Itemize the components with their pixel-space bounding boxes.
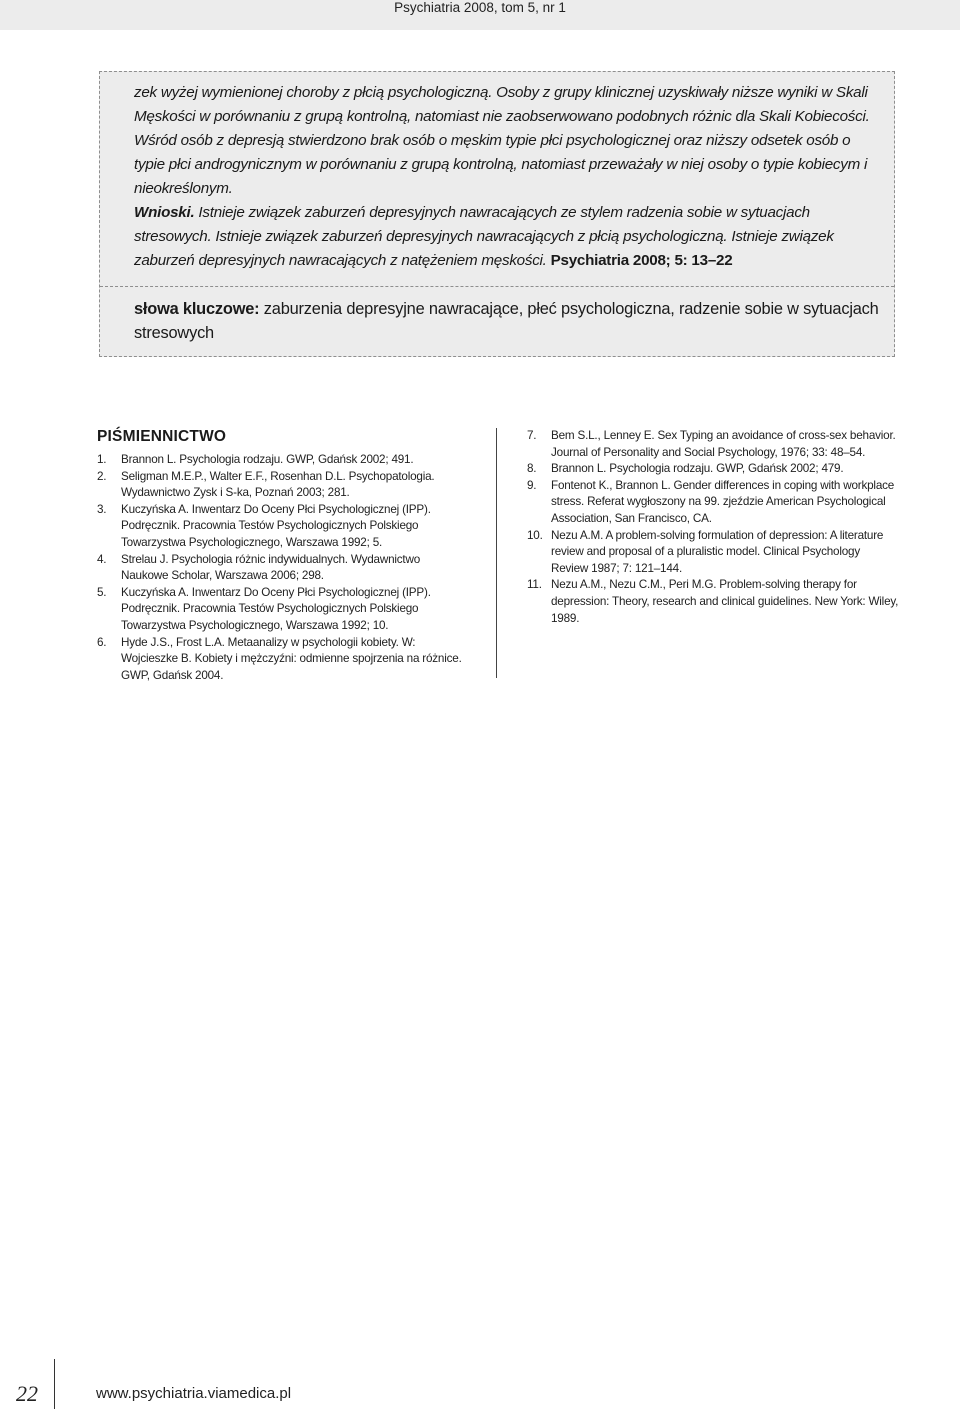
abstract-box [99,71,895,357]
reference-item [97,635,467,685]
reference-text: Kuczyńska A. Inwentarz Do Oceny Płci Psychologicznej (IPP). Podręcznik. Pracownia Testów Psychologicznych Polskiego Towarzystwa Psychologicznego, Warszawa 1992; 10. [121,585,431,632]
journal-issue-title: Psychiatria 2008, tom 5, nr 1 [394,0,566,15]
reference-item [97,585,467,635]
reference-item [527,528,899,578]
column-divider [496,428,497,678]
reference-item [97,469,467,502]
reference-text: Nezu A.M. A problem-solving formulation of depression: A literature review and proposal of a pluralistic model. Clinical Psychology Review 1987; 7: 121–144. [551,528,884,575]
references-heading: PIŚMIENNICTWO [97,428,227,445]
abstract-divider [100,286,894,287]
reference-number: 5. [97,585,107,599]
journal-url-link[interactable]: www.psychiatria.viamedica.pl [96,1385,292,1402]
keywords-block [134,297,884,345]
reference-text: Seligman M.E.P., Walter E.F., Rosenhan D.L. Psychopatologia. Wydawnictwo Zysk i S-ka, Poznań 2003; 281. [121,469,435,500]
reference-number: 9. [527,478,537,492]
references-list-right [527,428,899,627]
abstract-body [134,81,884,273]
conclusions-text: Istnieje związek zaburzeń depresyjnych nawracających ze stylem radzenia sobie w sytuacjach stresowych. Istnieje związek zaburzeń depresyjnych nawracających z płcią psychologiczną. Istnieje związek zaburzeń depresyjnych nawracających z natężeniem męskości. [134,204,834,269]
reference-number: 11. [527,578,542,592]
reference-number: 4. [97,552,107,566]
reference-item [527,428,899,461]
reference-text: Brannon L. Psychologia rodzaju. GWP, Gdańsk 2002; 479. [551,462,844,476]
reference-item [97,452,467,469]
reference-text: Brannon L. Psychologia rodzaju. GWP, Gdańsk 2002; 491. [121,453,414,466]
keywords-label: słowa kluczowe: [134,300,260,318]
reference-text: Fontenot K., Brannon L. Gender differences in coping with workplace stress. Referat wygłoszony na 99. zjeździe American Psychological Association, San Francisco, CA. [551,478,895,525]
reference-item [527,577,899,627]
reference-number: 3. [97,502,107,516]
running-header [0,0,960,30]
reference-number: 1. [97,453,107,466]
abstract-citation: Psychiatria 2008; 5: 13–22 [550,252,733,269]
conclusions-label: Wnioski. [134,204,195,221]
reference-item [97,552,467,585]
reference-text: Hyde J.S., Frost L.A. Metaanalizy w psychologii kobiety. W: Wojcieszke B. Kobiety i mężczyźni: odmienne spojrzenia na różnice. GWP, Gdańsk 2004. [121,635,462,682]
reference-number: 6. [97,635,107,649]
reference-item [527,461,899,478]
reference-text: Nezu A.M., Nezu C.M., Peri M.G. Problem-solving therapy for depression: Theory, research and clinical guidelines. New York: Wiley, 1989. [551,578,899,625]
page-number: 22 [16,1381,38,1406]
reference-number: 7. [527,429,537,442]
reference-text: Bem S.L., Lenney E. Sex Typing an avoidance of cross-sex behavior. Journal of Personality and Social Psychology, 1976; 33: 48–54. [551,429,896,459]
reference-number: 10. [527,528,543,542]
abstract-conclusions [134,201,884,273]
abstract-results-text: zek wyżej wymienionej choroby z płcią psychologiczną. Osoby z grupy klinicznej uzyskiwały niższe wyniki w Skali Męskości w porównaniu z grupą kontrolną, natomiast nie zaobserwowano podobnych różnic dla Skali Kobiecości. Wśród osób z depresją stwierdzono brak osób o męskim typie płci psychologicznej oraz niższy odsetek osób o typie płci androgynicznym w porównaniu z grupą kontrolną, natomiast przeważały w niej osoby o typie kobiecym i nieokreślonym. [134,84,870,197]
footer-divider [54,1359,55,1409]
reference-item [97,502,467,552]
reference-text: Kuczyńska A. Inwentarz Do Oceny Płci Psychologicznej (IPP). Podręcznik. Pracownia Testów Psychologicznych Polskiego Towarzystwa Psychologicznego, Warszawa 1992; 5. [121,502,431,549]
reference-number: 2. [97,469,107,483]
reference-item [527,478,899,528]
references-list-left [97,452,467,684]
keywords-text: zaburzenia depresyjne nawracające, płeć psychologiczna, radzenie sobie w sytuacjach stresowych [134,300,879,342]
reference-number: 8. [527,462,537,476]
reference-text: Strelau J. Psychologia różnic indywidualnych. Wydawnictwo Naukowe Scholar, Warszawa 2006; 298. [121,552,421,583]
